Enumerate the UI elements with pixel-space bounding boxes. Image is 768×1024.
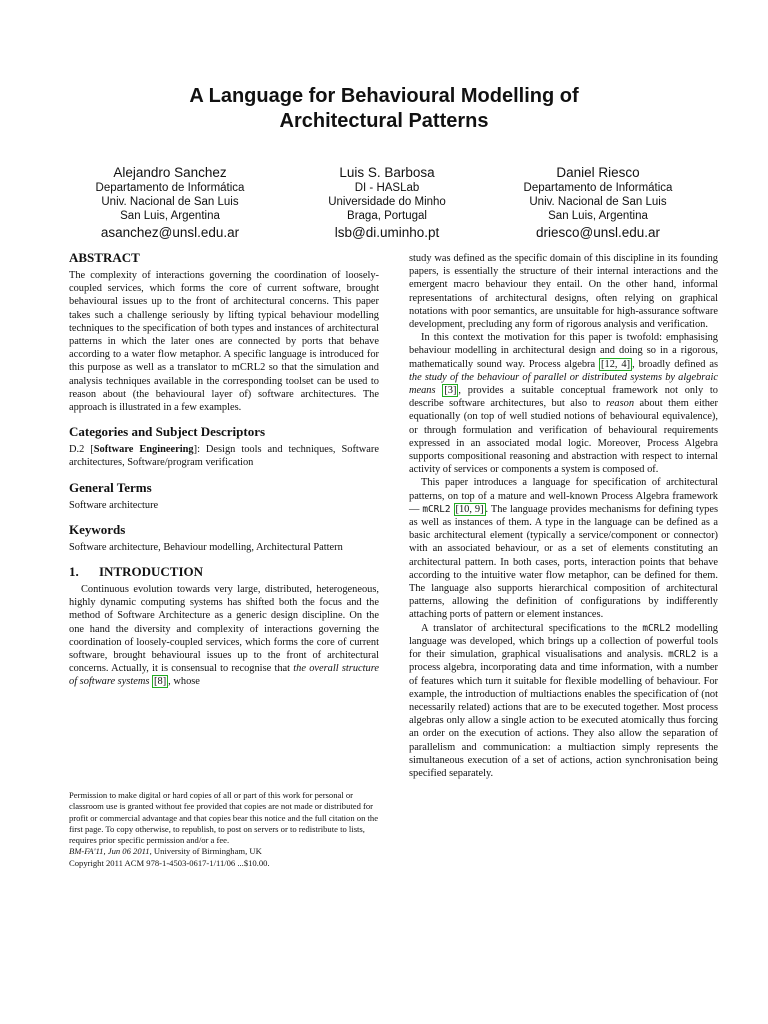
categories-rest: ]: Design tools and techniques, Software architectures, Software/program verification: [69, 444, 379, 469]
intro-paragraph: [69, 583, 379, 689]
general-terms-heading: General Terms: [69, 479, 152, 495]
author-inst: Universidade do Minho: [328, 196, 446, 208]
section-number: 1.: [69, 564, 79, 580]
citation-link[interactable]: [12, 4]: [601, 358, 631, 370]
citation-link[interactable]: [3]: [444, 385, 457, 397]
author-inst: Univ. Nacional de San Luis: [529, 196, 667, 208]
intro-text-end: , whose: [168, 676, 200, 688]
author-1: [60, 164, 280, 241]
permission-text: Permission to make digital or hard copies of all or part of this work for personal or classroom use is granted without fee provided that copies are not made or distributed for profit or commercial advantage and that copies bear this notice and the full citation on the first page. To copy otherwise, to republish, to post on servers or to redistribute to lists, requires prior specific permission and/or a fee.: [69, 790, 379, 846]
keywords-heading: Keywords: [69, 521, 126, 537]
intro-text: Continuous evolution towards very large, distributed, heterogeneous, highly dynamic computing systems has shifted both the focus and the method of Software Architecture as a generic design discipline. On the one hand the diversity and complexity of interactions governing the coordination of loosely-coupled services, which forms the core of current software, brought behavioural issues up to the front of architectural concerns. Actually, it is consensual to recognise that: [69, 584, 379, 675]
text-run: . The language provides mechanisms for defining types as well as instances of them. A type in the language can be defined as a basic architectural element (typically a service/component or connector) with an associated behaviour, or as a set of elements constituting an architectural pattern. In both cases, ports, interaction points that behave according to the intuitive water flow metaphor, can be defined for them. The language also supports hierarchical composition of architectural patterns, allowing the definition of configurations by indifferently attaching ports of pattern or element instances.: [409, 503, 718, 621]
author-dept: DI - HASLab: [354, 182, 420, 194]
author-name: Luis S. Barbosa: [339, 165, 435, 180]
abstract-heading: ABSTRACT: [69, 250, 140, 265]
categories-code: D.2 [: [69, 444, 94, 456]
right-paragraph-4: [409, 622, 718, 780]
keywords-text: Software architecture, Behaviour modelling, Architectural Pattern: [69, 541, 343, 553]
paper-title: [60, 84, 708, 134]
categories-heading: Categories and Subject Descriptors: [69, 424, 266, 440]
left-column: [69, 250, 379, 689]
intro-emphasis: the overall structure of software systems: [69, 663, 379, 688]
author-name: Daniel Riesco: [556, 165, 640, 180]
emphasis-run: the study of the behaviour of parallel or distributed systems by algebraic means: [409, 371, 718, 397]
author-2: [277, 164, 497, 241]
text-run: , broadly defined as: [632, 358, 718, 370]
author-location: Braga, Portugal: [347, 210, 427, 222]
text-run: , provides a suitable conceptual framework not only to describe software architectures, but also to: [409, 385, 718, 410]
author-dept: Departamento de Informática: [523, 182, 673, 194]
categories-bold: Software Engineering: [93, 444, 194, 456]
copyright-line: Copyright 2011 ACM 978-1-4503-0617-1/11/06 ...$10.00.: [69, 857, 270, 868]
author-location: San Luis, Argentina: [120, 210, 220, 222]
venue-location: University of Birmingham, UK: [151, 846, 262, 857]
title-line-1: A Language for Behavioural Modelling of: [189, 85, 579, 107]
right-paragraph-1: study was defined as the specific domain of this discipline in its founding papers, is essentially the structure of their internal interactions and the emergent macro behaviour they entail. On the other hand, informal representations of architectural designs, often relying on graphical notations with poor semantics, are unsuitable for high-assurance software development, precluding any form of rigorous analysis and verification.: [409, 253, 718, 331]
author-location: San Luis, Argentina: [548, 210, 648, 222]
code-run: mCRL2: [668, 649, 697, 661]
intro-heading: [69, 564, 379, 580]
code-run: mCRL2: [642, 622, 671, 634]
right-column: [409, 252, 718, 780]
emphasis-run: reason: [606, 398, 635, 410]
right-paragraph-3: [409, 476, 718, 621]
author-email: lsb@di.uminho.pt: [334, 225, 440, 240]
author-inst: Univ. Nacional de San Luis: [101, 196, 239, 208]
categories-text: [69, 443, 379, 469]
author-name: Alejandro Sanchez: [113, 165, 227, 180]
citation-link[interactable]: [10, 9]: [455, 503, 484, 515]
author-email: driesco@unsl.edu.ar: [535, 225, 661, 240]
author-dept: Departamento de Informática: [95, 182, 245, 194]
permission-notice: [69, 790, 379, 869]
abstract-text: The complexity of interactions governing the coordination of loosely-coupled services, which forms the core of current software, brought behavioural issues up to the front of architectural concerns. This paper takes such a challenge seriously by lifting typical behaviour modelling techniques to the specification of both types and instances of architectural patterns in which the later ones are connected by ports that behave according to a water flow metaphor. A specific language is introduced for this purpose as well as a translator to mCRL2 so that the simulation and analysis techniques available in the corresponding toolset can be used to reason about (the behavioural layer of) software architectures. The approach is illustrated in a few examples.: [69, 270, 379, 414]
text-run: A translator of architectural specifications to the: [421, 622, 643, 634]
text-run: is a process algebra, incorporating data and time information, with a number of features which turn it suitable for flexible modelling of behaviour. For example, the introduction of multiactions enables the specification of (not necessarily related) actions that are to be executed together. Most process algebras only allow a single action to be executed atomically thus forcing an order on the execution of actions. They also allow the separation of parallelism and communication: a multiaction simply represents the simultaneous execution of a set of actions, action synchronisation being specified separately.: [409, 649, 718, 779]
venue-name: BM-FA'11, Jun 06 2011,: [69, 846, 152, 857]
text-run: about them either equationally (on top of well studied notions of behavioural equivalence), or through formulation and verification of behavioural requirements expressed in an associated modal logic. Moreover, Process Algebra supports compositional reasoning and abstraction with respect to internal activity of services or components a system is composed of.: [409, 398, 718, 476]
right-paragraph-2: [409, 331, 718, 476]
text-run: modelling language was developed, which brings up a collection of powerful tools for their simulation, graphical visualisations and analysis.: [409, 622, 718, 661]
general-terms-text: Software architecture: [69, 499, 159, 511]
text-run: This paper introduces a language for specification of architectural patterns, on top of a mature and well-known Process Algebra framework —: [409, 477, 718, 515]
title-line-2: Architectural Patterns: [279, 110, 489, 132]
citation-link[interactable]: [8]: [154, 676, 167, 688]
author-3: [488, 164, 708, 241]
code-run: mCRL2: [422, 503, 451, 515]
venue-line: [69, 846, 379, 857]
section-title: INTRODUCTION: [99, 564, 204, 580]
author-email: asanchez@unsl.edu.ar: [100, 225, 240, 240]
text-run: In this context the motivation for this paper is twofold: emphasising behaviour modelling in architectural design and doing so in a rigorous, mathematically sound way. Process algebra: [409, 332, 718, 370]
